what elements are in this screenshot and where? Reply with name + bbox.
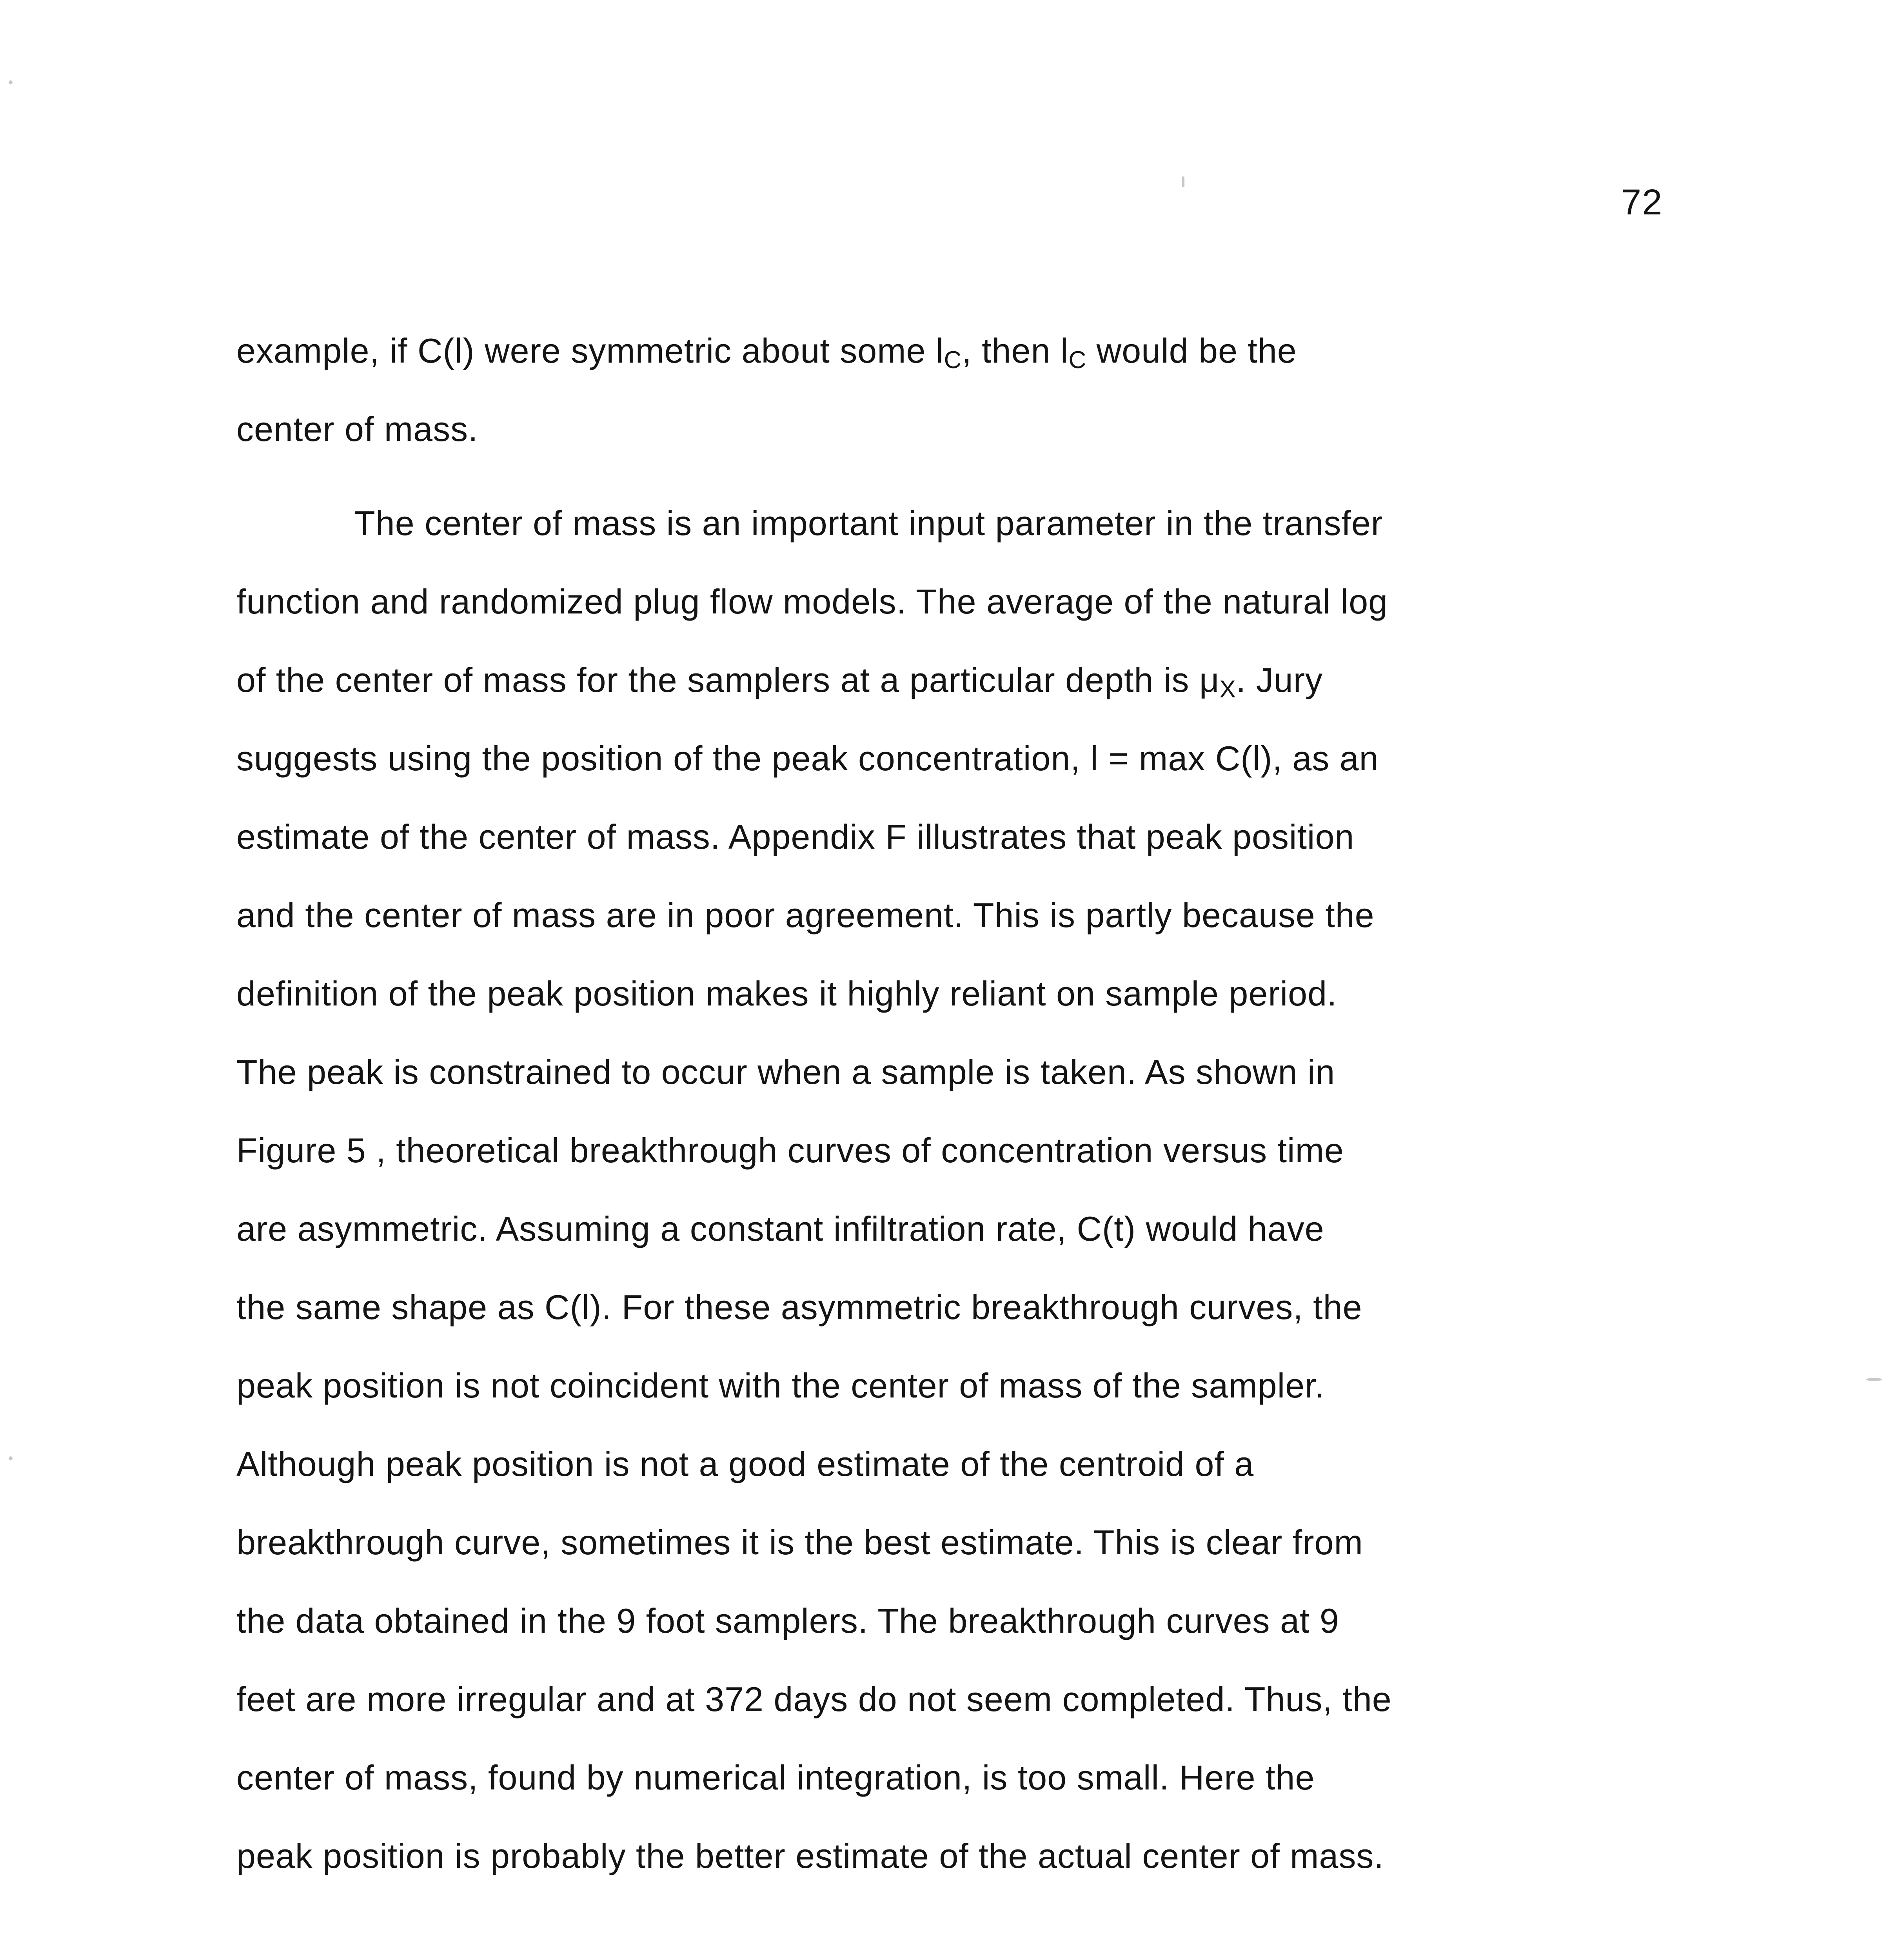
- text-line: center of mass.: [236, 410, 478, 448]
- text-line: peak position is probably the better estimate of the actual center of mass.: [236, 1837, 1384, 1875]
- text-line: suggests using the position of the peak concentration, l = max C(l), as an: [236, 739, 1379, 778]
- text-line: Although peak position is not a good estimate of the centroid of a: [236, 1445, 1254, 1483]
- text-line: and the center of mass are in poor agreement. This is partly because the: [236, 896, 1375, 935]
- text-line: definition of the peak position makes it highly reliant on sample period.: [236, 974, 1337, 1013]
- subscript: C: [944, 347, 962, 374]
- scan-speck: [9, 80, 13, 84]
- scan-speck: [1182, 176, 1184, 187]
- text-line: example, if C(l) were symmetric about some $l_C$, then $l_C$ would be the: [236, 331, 1297, 374]
- text-line: the data obtained in the 9 foot samplers. The breakthrough curves at 9: [236, 1601, 1339, 1640]
- page-number: 72: [1621, 182, 1663, 222]
- paragraph-continued: [236, 312, 1687, 468]
- scan-speck: [9, 1456, 13, 1460]
- text-line: of the center of mass for the samplers at a particular depth is $\mu_X$. Jury: [236, 661, 1323, 703]
- text-line: feet are more irregular and at 372 days do not seem completed. Thus, the: [236, 1680, 1392, 1719]
- text-line: peak position is not coincident with the center of mass of the sampler.: [236, 1366, 1325, 1405]
- text-line: The center of mass is an important input parameter in the transfer: [354, 504, 1383, 543]
- subscript: X: [1219, 676, 1236, 703]
- scan-speck: [1866, 1378, 1882, 1381]
- text-line: are asymmetric. Assuming a constant infiltration rate, C(t) would have: [236, 1209, 1324, 1248]
- paragraph-center-of-mass: [236, 484, 1687, 1895]
- text-line: estimate of the center of mass. Appendix F illustrates that peak position: [236, 817, 1355, 856]
- subscript: C: [1068, 347, 1087, 374]
- text-line: the same shape as C(l). For these asymmetric breakthrough curves, the: [236, 1288, 1362, 1327]
- text-line: breakthrough curve, sometimes it is the best estimate. This is clear from: [236, 1523, 1363, 1562]
- text-line: The peak is constrained to occur when a sample is taken. As shown in: [236, 1053, 1335, 1091]
- text-line: function and randomized plug flow models. The average of the natural log: [236, 582, 1388, 621]
- text-line: Figure 5 , theoretical breakthrough curves of concentration versus time: [236, 1131, 1344, 1170]
- text-line: center of mass, found by numerical integration, is too small. Here the: [236, 1758, 1315, 1797]
